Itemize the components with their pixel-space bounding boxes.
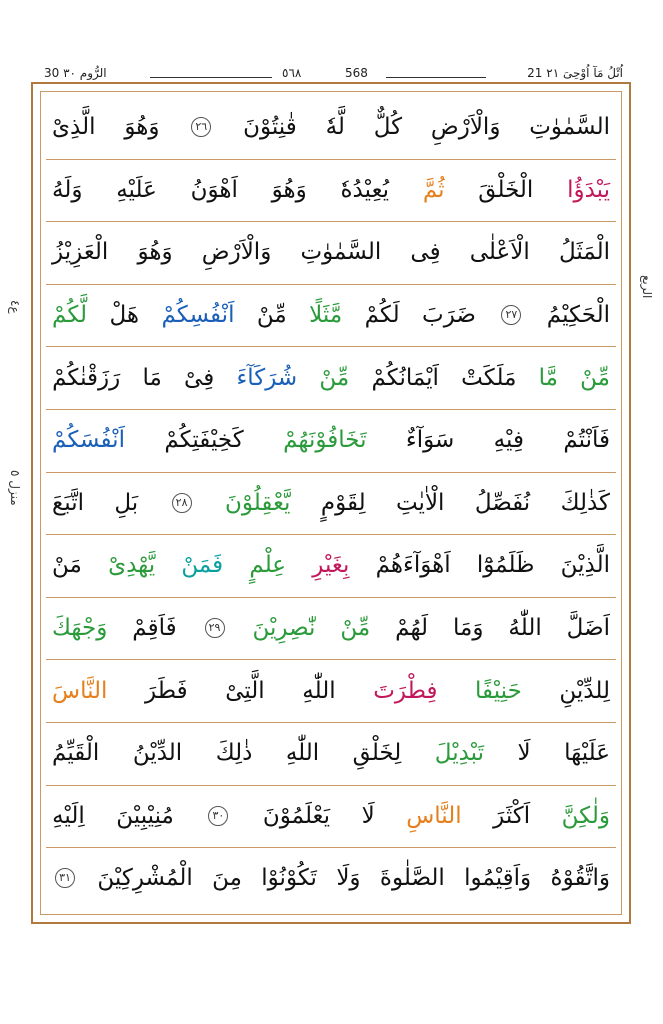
header-page-number: 568 — [345, 66, 368, 80]
word: قٰنِتُوْنَ — [243, 114, 297, 141]
word: فِيْهِ — [493, 427, 524, 454]
text-line — [46, 346, 616, 409]
word: اتَّبَعَ — [52, 489, 85, 516]
text-line — [46, 597, 616, 660]
word: فَاَقِمْ — [132, 615, 177, 642]
word: لِقَوْمٍ — [320, 489, 366, 516]
word: ضَرَبَ — [422, 302, 476, 329]
word: تَبْدِيْلَ — [434, 740, 485, 767]
word: شُرَكَآءَ — [236, 364, 298, 391]
word: يَبْدَؤُا — [567, 176, 610, 203]
word: يُعِيْدُهٗ — [340, 176, 390, 203]
word: اَنْفُسَكُمْ — [52, 427, 125, 454]
word: النَّاسَ — [52, 677, 108, 704]
word: يَّعْقِلُوْنَ — [224, 489, 291, 516]
word: وَلٰكِنَّ — [561, 802, 610, 829]
word: كَخِيْفَتِكُمْ — [164, 427, 244, 454]
word: يَعْلَمُوْنَ — [262, 802, 331, 829]
text-line — [46, 284, 616, 347]
word: رَزَقْنٰكُمْ — [52, 364, 121, 391]
ayah-number-marker: ٣٠ — [208, 806, 228, 826]
word: اَهْوَآءَهُمْ — [375, 552, 451, 579]
margin-manzil-mark: منزل ٥ — [8, 470, 22, 506]
word: الْحَكِيْمُ — [546, 302, 610, 329]
word: لِخَلْقِ — [352, 740, 402, 767]
ayah-number-marker: ٢٧ — [501, 305, 521, 325]
word: لَا — [517, 740, 531, 767]
word: مَّا — [538, 364, 558, 391]
word: تَخَافُوْنَهُمْ — [283, 427, 367, 454]
word: الَّتِیْ — [225, 677, 265, 704]
ayah-number-marker: ٢٦ — [191, 117, 211, 137]
word: اَكْثَرَ — [493, 802, 531, 829]
word: الْمَثَلُ — [558, 239, 610, 266]
word: فِطْرَتَ — [373, 677, 438, 704]
word: مُنِيْبِيْنَ — [116, 802, 174, 829]
word: وَهُوَ — [124, 114, 160, 141]
word: اللّٰهِ — [285, 740, 320, 767]
header-rule-left — [150, 77, 272, 78]
margin-rub-mark: الربع — [640, 275, 654, 299]
word: وَاتَّقُوْهُ — [550, 865, 610, 892]
word: لَكُمْ — [364, 302, 400, 329]
word: ثُمَّ — [422, 176, 445, 203]
word: حَنِيْفًا — [475, 677, 522, 704]
text-line — [46, 472, 616, 535]
text-line — [46, 221, 616, 284]
header-page-number-arabic: ٥٦٨ — [282, 66, 302, 80]
word: فَطَرَ — [145, 677, 188, 704]
word: الْمُشْرِكِيْنَ — [97, 865, 193, 892]
word: اَنْفُسِكُمْ — [161, 302, 235, 329]
word: فَاَنْتُمْ — [563, 427, 610, 454]
word: وَجْهَكَ — [52, 615, 108, 642]
ayah-number-marker: ٣١ — [55, 868, 75, 888]
word: مِّنْ — [580, 364, 610, 391]
text-line — [46, 785, 616, 848]
word: عَلَيْهِ — [116, 176, 157, 203]
word: لِلدِّيْنِ — [559, 677, 610, 704]
word: فِی — [410, 239, 441, 266]
word: يَّهْدِیْ — [108, 552, 156, 579]
word: مِّنْ — [256, 302, 287, 329]
text-line — [46, 847, 616, 910]
word: وَمَا — [453, 615, 484, 642]
word: الْخَلْقَ — [478, 176, 534, 203]
header-juz-name: 21 اُتْلُ مَآ اُوْحِیَ ٢١ — [527, 66, 623, 80]
word: كُلٌّ — [373, 114, 403, 141]
word: بَلِ — [114, 489, 139, 516]
word: مَلَكَتْ — [461, 364, 517, 391]
word: السَّمٰوٰتِ — [529, 114, 610, 141]
word: وَالْاَرْضِ — [430, 114, 501, 141]
word: الدِّيْنُ — [132, 740, 183, 767]
margin-ruku-mark: ع٤ — [8, 300, 22, 314]
word: اللّٰهِ — [302, 677, 336, 704]
word: الْعَزِيْزُ — [52, 239, 109, 266]
word: هَلْ — [109, 302, 140, 329]
text-line — [46, 409, 616, 472]
word: مِنَ — [212, 865, 242, 892]
word: لَا — [361, 802, 375, 829]
word: بِغَيْرِ — [312, 552, 350, 579]
word: كَذٰلِكَ — [560, 489, 610, 516]
word: نُفَصِّلُ — [474, 489, 531, 516]
word: وَهُوَ — [271, 176, 307, 203]
word: لَّهٗ — [325, 114, 345, 141]
word: فِیْ — [184, 364, 215, 391]
word: عَلَيْهَا — [564, 740, 610, 767]
word: الَّذِیْ — [52, 114, 96, 141]
word: الَّذِيْنَ — [560, 552, 610, 579]
header-surah-name: 30 الرُّوم ٣٠ — [44, 66, 107, 80]
word: مِّنْ — [340, 615, 371, 642]
word: الْاٰيٰتِ — [395, 489, 445, 516]
word: اَضَلَّ — [566, 615, 610, 642]
word: مَنْ — [52, 552, 82, 579]
quran-text-block — [46, 96, 616, 910]
word: اللّٰهُ — [508, 615, 542, 642]
word: مَّثَلًا — [309, 302, 343, 329]
word: وَاَقِيْمُوا — [464, 865, 532, 892]
word: الصَّلٰوةَ — [379, 865, 445, 892]
word: وَهُوَ — [137, 239, 173, 266]
word: لَهُمْ — [395, 615, 429, 642]
header-rule-right — [386, 77, 486, 78]
text-line — [46, 534, 616, 597]
word: مِّنْ — [319, 364, 350, 391]
text-line — [46, 722, 616, 785]
word: ذٰلِكَ — [215, 740, 253, 767]
word: عِلْمٍ — [249, 552, 287, 579]
text-line — [46, 159, 616, 222]
text-line — [46, 96, 616, 159]
word: وَلَا — [336, 865, 361, 892]
word: سَوَآءٌ — [405, 427, 455, 454]
word: اَهْوَنُ — [190, 176, 238, 203]
word: لَّكُمْ — [52, 302, 88, 329]
word: ظَلَمُوْٓا — [476, 552, 535, 579]
word: اَيْمَانُكُمْ — [371, 364, 439, 391]
word: السَّمٰوٰتِ — [300, 239, 382, 266]
word: اِلَيْهِ — [52, 802, 85, 829]
word: فَمَنْ — [181, 552, 224, 579]
word: النَّاسِ — [406, 802, 462, 829]
word: الْقَيِّمُ — [52, 740, 100, 767]
word: وَلَهُ — [52, 176, 83, 203]
text-line — [46, 659, 616, 722]
ayah-number-marker: ٢٨ — [172, 493, 192, 513]
word: تَكُوْنُوْا — [261, 865, 317, 892]
word: مَا — [142, 364, 162, 391]
word: وَالْاَرْضِ — [201, 239, 272, 266]
ayah-number-marker: ٢٩ — [205, 618, 225, 638]
word: الْاَعْلٰى — [469, 239, 530, 266]
word: نّٰصِرِيْنَ — [252, 615, 316, 642]
